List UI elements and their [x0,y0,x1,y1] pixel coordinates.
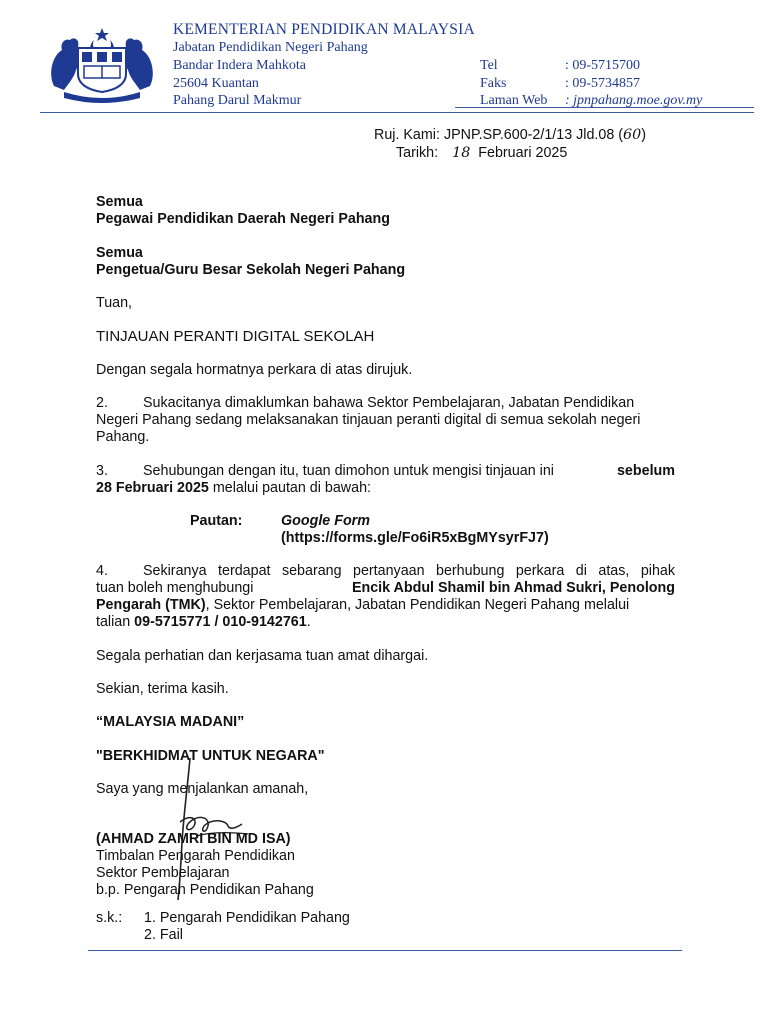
para-4-text-a: tuan boleh menghubungi [96,580,254,596]
para-3-line-2 [96,480,371,497]
recipient-2-line-2: Pengetua/Guru Besar Sekolah Negeri Pahang [96,262,406,278]
closing-amanah: Saya yang menjalankan amanah, [96,781,309,797]
para-2-line-2: Negeri Pahang sedang melaksanakan tinjauan peranti digital di semua sekolah negeri [96,412,641,428]
ruj-label: Ruj. Kami: [374,127,440,143]
date-handwritten: 18 [452,145,471,161]
google-form-url[interactable]: (https://forms.gle/Fo6iR5xBgMYsyrFJ7) [281,530,549,546]
closing-sekian: Sekian, terima kasih. [96,681,229,697]
para-4-text-b: , Sektor Pembelajaran, Jabatan Pendidikan Negeri Pahang melalui [205,597,630,613]
cc-item-2: 2. Fail [144,927,183,943]
signatory-title-1: Timbalan Pengarah Pendidikan [96,848,295,864]
para-4-number: 4. [96,563,108,579]
recipient-1-line-2: Pegawai Pendidikan Daerah Negeri Pahang [96,211,390,227]
para-4-line-3 [96,597,629,614]
para-3-text: Sehubungan dengan itu, tuan dimohon untuk mengisi tinjauan ini [143,463,554,479]
salutation: Tuan, [96,295,133,311]
para-3-number: 3. [96,463,108,479]
fax-value: : 09-5734857 [565,76,641,91]
signatory-title-2: Sektor Pembelajaran [96,865,230,881]
signatory-name: (AHMAD ZAMRI BIN MD ISA) [96,831,291,847]
ministry-name: KEMENTERIAN PENDIDIKAN MALAYSIA [173,21,475,38]
malaysia-coat-of-arms-logo [46,26,158,104]
letterhead-rule [40,112,754,113]
para-3-bold-sebelum: sebelum [616,463,675,479]
deadline-date: 28 Februari 2025 [96,480,209,496]
motto-malaysia-madani: “MALAYSIA MADANI” [96,714,245,730]
subject-heading: TINJAUAN PERANTI DIGITAL SEKOLAH [96,328,375,345]
para-3-line-1 [143,463,675,480]
signatory-title-3: b.p. Pengarah Pendidikan Pahang [96,882,314,898]
ruj-value: JPNP.SP.600-2/1/13 Jld.08 ( [443,127,624,143]
reference-line [374,127,646,144]
ruj-handwritten: 60 [623,127,642,143]
para-4-text-d: . [306,614,311,630]
web-label: Laman Web [480,93,548,108]
address-line-1: Bandar Indera Mahkota [173,58,306,73]
cc-item-1: 1. Pengarah Pendidikan Pahang [144,910,350,926]
contact-person-role: Pengarah (TMK) [96,597,206,613]
date-label: Tarikh: [396,145,439,161]
closing-thanks: Segala perhatian dan kerjasama tuan amat dihargai. [96,648,429,664]
contact-phone-numbers: 09-5715771 / 010-9142761 [134,614,307,630]
cc-label: s.k.: [96,910,123,926]
web-value[interactable]: : jpnpahang.moe.gov.my [565,93,703,108]
date-line [396,145,567,162]
tel-label: Tel [480,58,498,73]
para-2-line-1: Sukacitanya dimaklumkan bahawa Sektor Pembelajaran, Jabatan Pendidikan [143,395,635,411]
date-value: Februari 2025 [478,145,568,161]
fax-label: Faks [480,76,507,91]
letterhead-rule-short [455,107,754,108]
tel-value: : 09-5715700 [565,58,641,73]
contact-person-name: Encik Abdul Shamil bin Ahmad Sukri, Penolong [351,580,675,596]
para-4-line-1: Sekiranya terdapat sebarang pertanyaan berhubung perkara di atas, pihak [143,563,675,579]
footer-rule [88,950,682,951]
para-2-number: 2. [96,395,108,411]
para-4-line-2 [96,580,675,597]
address-line-2: 25604 Kuantan [173,76,259,91]
google-form-link[interactable]: Google Form [281,513,370,529]
recipient-2-line-1: Semua [96,245,143,261]
motto-berkhidmat: "BERKHIDMAT UNTUK NEGARA" [96,748,325,764]
para-4-line-4 [96,614,311,631]
link-label: Pautan: [190,513,243,529]
paragraph-1: Dengan segala hormatnya perkara di atas dirujuk. [96,362,413,378]
recipient-1-line-1: Semua [96,194,143,210]
ruj-close: ) [641,127,647,143]
para-4-text-c: talian [96,614,131,630]
para-3-text-2: melalui pautan di bawah: [212,480,372,496]
department-name: Jabatan Pendidikan Negeri Pahang [173,40,368,55]
para-2-line-3: Pahang. [96,429,150,445]
address-line-3: Pahang Darul Makmur [173,93,302,108]
